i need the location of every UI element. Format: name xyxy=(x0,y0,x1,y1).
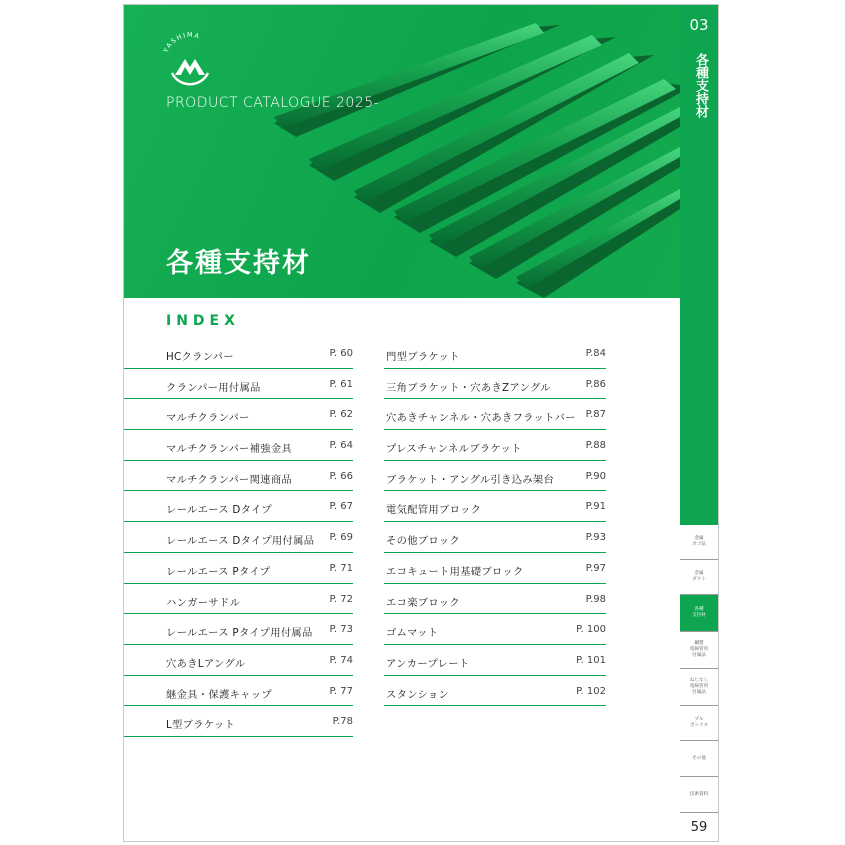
index-item-page: P.93 xyxy=(585,532,606,544)
chapter-tab[interactable]: 金属 ダクト xyxy=(680,560,718,595)
index-row[interactable] xyxy=(124,461,353,492)
index-row[interactable] xyxy=(124,553,353,584)
index-list-left xyxy=(124,338,353,737)
chapter-sidebar xyxy=(680,5,718,841)
index-item-name: ブラケット・アングル引き込み架台 xyxy=(386,473,555,486)
chapter-tab[interactable]: その他 xyxy=(680,741,718,777)
svg-text:YASHIMA: YASHIMA xyxy=(162,30,202,54)
index-item-page: P. 67 xyxy=(329,501,353,513)
index-item-page: P. 100 xyxy=(576,624,606,636)
chapter-band xyxy=(680,5,718,525)
index-row[interactable] xyxy=(124,399,353,430)
index-row[interactable] xyxy=(384,553,606,584)
index-item-name: 継金具・保護キャップ xyxy=(166,688,272,701)
index-item-page: P. 69 xyxy=(329,532,353,544)
index-item-name: レールエース Dタイプ xyxy=(166,504,272,517)
chapter-tab[interactable]: 技術資料 xyxy=(680,777,718,813)
index-item-page: P.78 xyxy=(332,716,353,728)
chapter-tab[interactable]: 各種 支持材 xyxy=(680,595,718,632)
index-row[interactable] xyxy=(124,430,353,461)
index-item-name: HCクランパー xyxy=(166,351,234,363)
index-item-name: 電気配管用ブロック xyxy=(386,504,482,517)
chapter-number: 03 xyxy=(689,16,709,34)
index-row[interactable] xyxy=(384,461,606,492)
index-item-page: P.88 xyxy=(585,440,606,452)
index-item-name: 穴あきチャンネル・穴あきフラットバー xyxy=(386,412,576,425)
index-row[interactable] xyxy=(384,676,606,707)
index-item-name: マルチクランパー補強金具 xyxy=(166,443,293,456)
index-item-name: L型ブラケット xyxy=(166,719,236,732)
index-item-name: エコキュート用基礎ブロック xyxy=(386,565,524,578)
index-heading: INDEX xyxy=(166,313,240,329)
index-row[interactable] xyxy=(384,491,606,522)
chapter-tab[interactable]: プル ボックス xyxy=(680,706,718,741)
index-item-page: P. 62 xyxy=(329,409,353,421)
index-row[interactable] xyxy=(124,676,353,707)
index-item-page: P. 60 xyxy=(329,348,353,359)
index-item-name: レールエース Pタイプ用付属品 xyxy=(166,627,313,640)
index-item-name: その他ブロック xyxy=(386,535,460,548)
page-number: 59 xyxy=(690,820,708,835)
index-item-name: レールエース Pタイプ xyxy=(166,565,271,578)
chapter-tab[interactable]: 金属 カゴ品 xyxy=(680,525,718,560)
index-item-page: P. 102 xyxy=(576,685,606,697)
index-item-page: P.91 xyxy=(585,501,606,513)
index-item-page: P. 64 xyxy=(329,440,353,452)
catalogue-label: PRODUCT CATALOGUE 2025- xyxy=(166,95,380,111)
index-item-name: ゴムマット xyxy=(386,627,439,640)
index-item-name: スタンション xyxy=(386,688,450,701)
index-item-page: P.86 xyxy=(585,378,606,390)
index-item-page: P.97 xyxy=(585,562,606,574)
index-row[interactable] xyxy=(384,399,606,430)
index-item-page: P. 101 xyxy=(576,654,606,666)
index-item-page: P. 72 xyxy=(329,593,353,605)
index-item-name: 穴あきLアングル xyxy=(166,657,246,670)
index-row[interactable] xyxy=(384,369,606,400)
index-row[interactable] xyxy=(124,645,353,676)
hero-banner xyxy=(124,5,680,298)
index-row[interactable] xyxy=(124,491,353,522)
catalogue-page xyxy=(123,4,719,842)
chapter-tab[interactable]: 鋼製 電線管用 付属品 xyxy=(680,632,718,669)
index-row[interactable] xyxy=(384,645,606,676)
index-item-page: P. 71 xyxy=(329,562,353,574)
index-row[interactable] xyxy=(384,522,606,553)
chapter-title: 各種支持材 xyxy=(693,53,708,118)
index-row[interactable] xyxy=(124,706,353,737)
yashima-logo xyxy=(162,29,218,91)
index-item-name: 三角ブラケット・穴あきZアングル xyxy=(386,381,551,394)
index-item-page: P. 61 xyxy=(329,378,353,390)
index-item-page: P.98 xyxy=(585,593,606,605)
index-item-page: P. 77 xyxy=(329,685,353,697)
index-item-page: P. 73 xyxy=(329,624,353,636)
index-item-page: P.90 xyxy=(585,470,606,482)
index-item-name: マルチクランパー xyxy=(166,412,250,425)
index-row[interactable] xyxy=(384,430,606,461)
index-row[interactable] xyxy=(124,369,353,400)
index-item-name: クランパー用付属品 xyxy=(166,381,261,394)
index-row[interactable] xyxy=(124,522,353,553)
index-item-name: 門型ブラケット xyxy=(386,351,460,363)
index-item-name: プレスチャンネルブラケット xyxy=(386,443,522,456)
index-row[interactable] xyxy=(124,614,353,645)
index-row[interactable] xyxy=(124,584,353,615)
index-item-name: マルチクランパー関連商品 xyxy=(166,473,293,486)
index-row[interactable] xyxy=(384,614,606,645)
chapter-tab[interactable]: ねじなし 電線管用 付属品 xyxy=(680,669,718,706)
index-item-page: P. 74 xyxy=(329,654,353,666)
index-item-page: P.87 xyxy=(585,409,606,421)
index-item-name: アンカープレート xyxy=(386,657,470,670)
hero-title: 各種支持材 xyxy=(166,248,311,279)
index-list-right xyxy=(384,338,606,706)
index-item-page: P.84 xyxy=(585,348,606,359)
index-item-name: レールエース Dタイプ用付属品 xyxy=(166,535,315,548)
index-item-page: P. 66 xyxy=(329,470,353,482)
index-item-name: エコ楽ブロック xyxy=(386,596,460,609)
index-row[interactable] xyxy=(384,338,606,369)
index-row[interactable] xyxy=(124,338,353,369)
index-row[interactable] xyxy=(384,584,606,615)
index-item-name: ハンガーサドル xyxy=(166,596,241,609)
